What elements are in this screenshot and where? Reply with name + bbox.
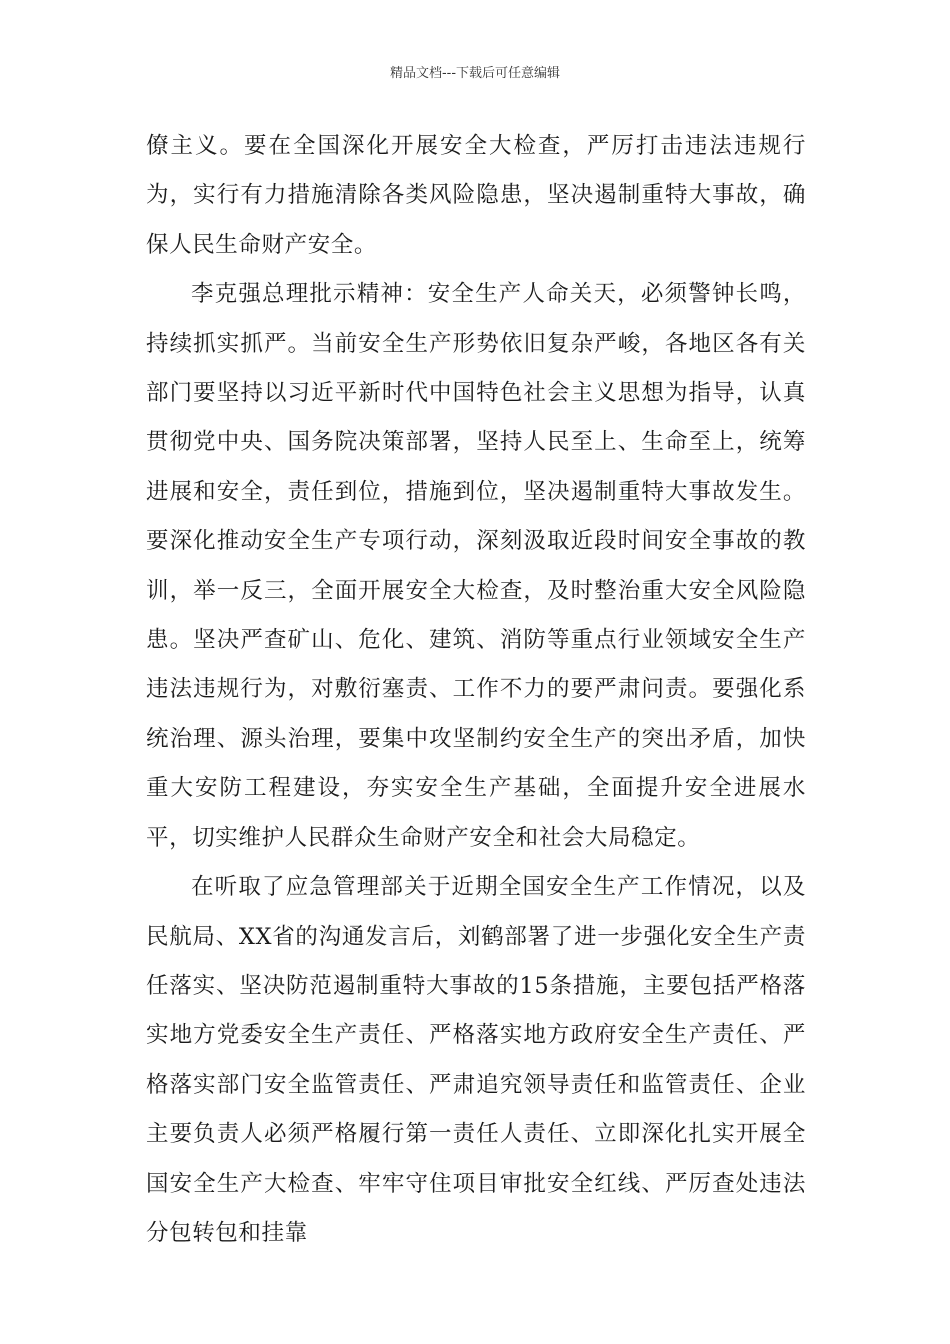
paragraph-premier-instruction: 李克强总理批示精神：安全生产人命关天，必须警钟长鸣，持续抓实抓严。当前安全生产形势依旧复杂严峻，各地区各有关部门要坚持以习近平新时代中国特色社会主义思想为指导，认真贯彻党中央、国务院决策部署，坚持人民至上、生命至上，统筹进展和安全，责任到位，措施到位，坚决遏制重特大事故发生。要深化推动安全生产专项行动，深刻汲取近段时间安全事故的教训，举一反三，全面开展安全大检查，及时整治重大安全风险隐患。坚决严查矿山、危化、建筑、消防等重点行业领域安全生产违法违规行为，对敷衍塞责、工作不力的要严肃问责。要强化系统治理、源头治理，要集中攻坚制约安全生产的突出矛盾，加快重大安防工程建设，夯实安全生产基础，全面提升安全进展水平，切实维护人民群众生命财产安全和社会大局稳定。 (146, 281, 806, 851)
page-header: 精品文档---下载后可任意编辑 (389, 66, 561, 81)
paragraph-measures: 在听取了应急管理部关于近期全国安全生产工作情况，以及民航局、XX省的沟通发言后，刘鹤部署了进一步强化安全生产责任落实、坚决防范遏制重特大事故的15条措施，主要包括严格落实地方党委安全生产责任、严格落实地方政府安全生产责任、严格落实部门安全监管责任、严肃追究领导责任和监管责任、企业主要负责人必须严格履行第一责任人责任、立即深化扎实开展全国安全生产大检查、牢牢守住项目审批安全红线、严厉查处违法分包转包和挂靠 (146, 874, 806, 1246)
paragraph-continuation: 僚主义。要在全国深化开展安全大检查，严厉打击违法违规行为，实行有力措施清除各类风险隐患，坚决遏制重特大事故，确保人民生命财产安全。 (146, 133, 806, 258)
document-body (146, 122, 806, 1258)
